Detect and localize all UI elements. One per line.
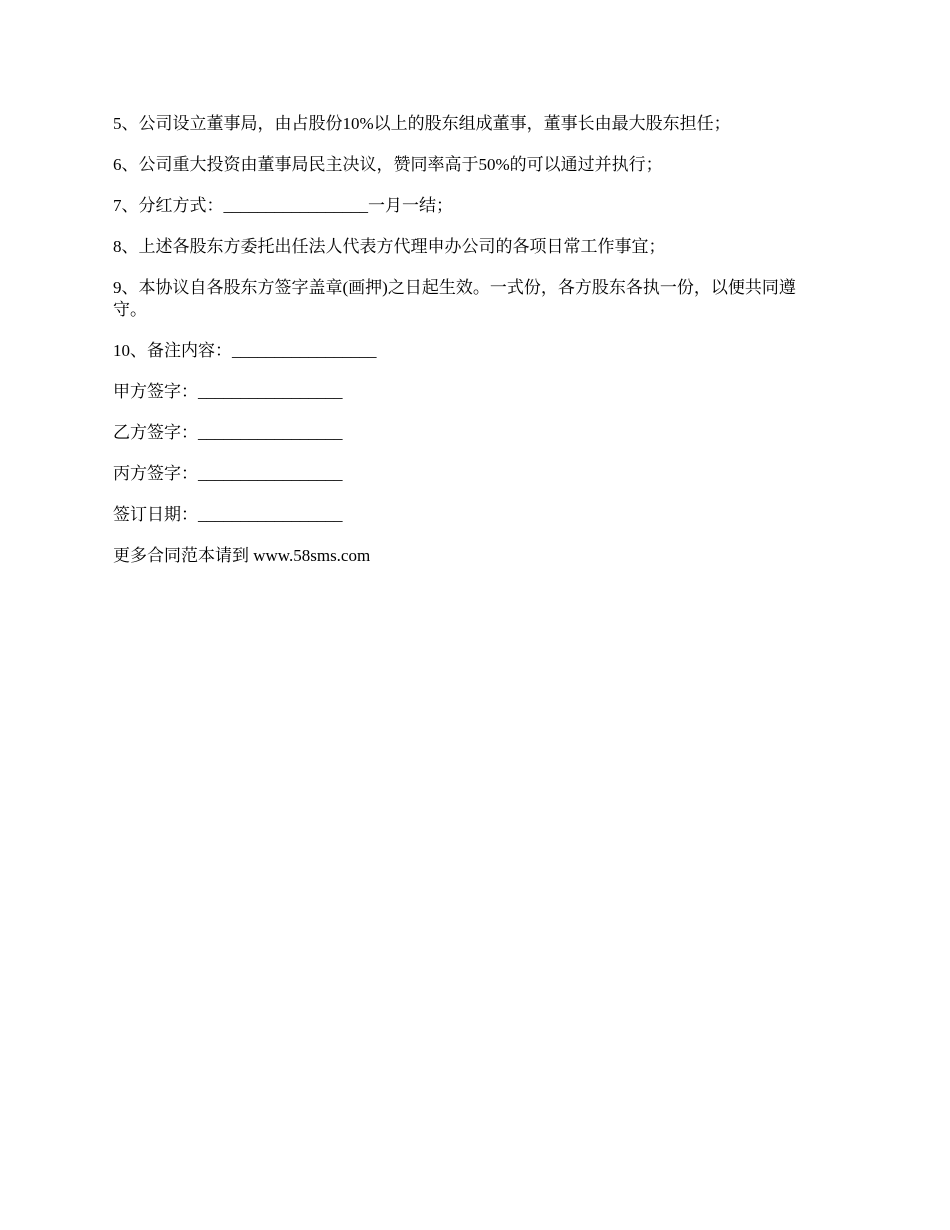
party-a-signature: 甲方签字：_________________	[113, 382, 343, 401]
clause-10-remarks: 10、备注内容：_________________	[113, 341, 377, 360]
signing-date: 签订日期：_________________	[113, 505, 343, 524]
clause-6: 6、公司重大投资由董事局民主决议，赞同率高于50%的可以通过并执行；	[113, 155, 663, 174]
document-body	[113, 113, 828, 586]
clause-7-dividend: 7、分红方式：_________________一月一结；	[113, 196, 453, 215]
clause-9: 9、本协议自各股东方签字盖章(画押)之日起生效。一式份，各方股东各执一份，以便共同遵守。	[113, 278, 796, 319]
clause-5: 5、公司设立董事局，由占股份10%以上的股东组成董事，董事长由最大股东担任；	[113, 114, 731, 133]
footer-link-text: 更多合同范本请到 www.58sms.com	[113, 546, 371, 565]
clause-8: 8、上述各股东方委托出任法人代表方代理申办公司的各项日常工作事宜；	[113, 237, 666, 256]
party-b-signature: 乙方签字：_________________	[113, 423, 343, 442]
party-c-signature: 丙方签字：_________________	[113, 464, 343, 483]
